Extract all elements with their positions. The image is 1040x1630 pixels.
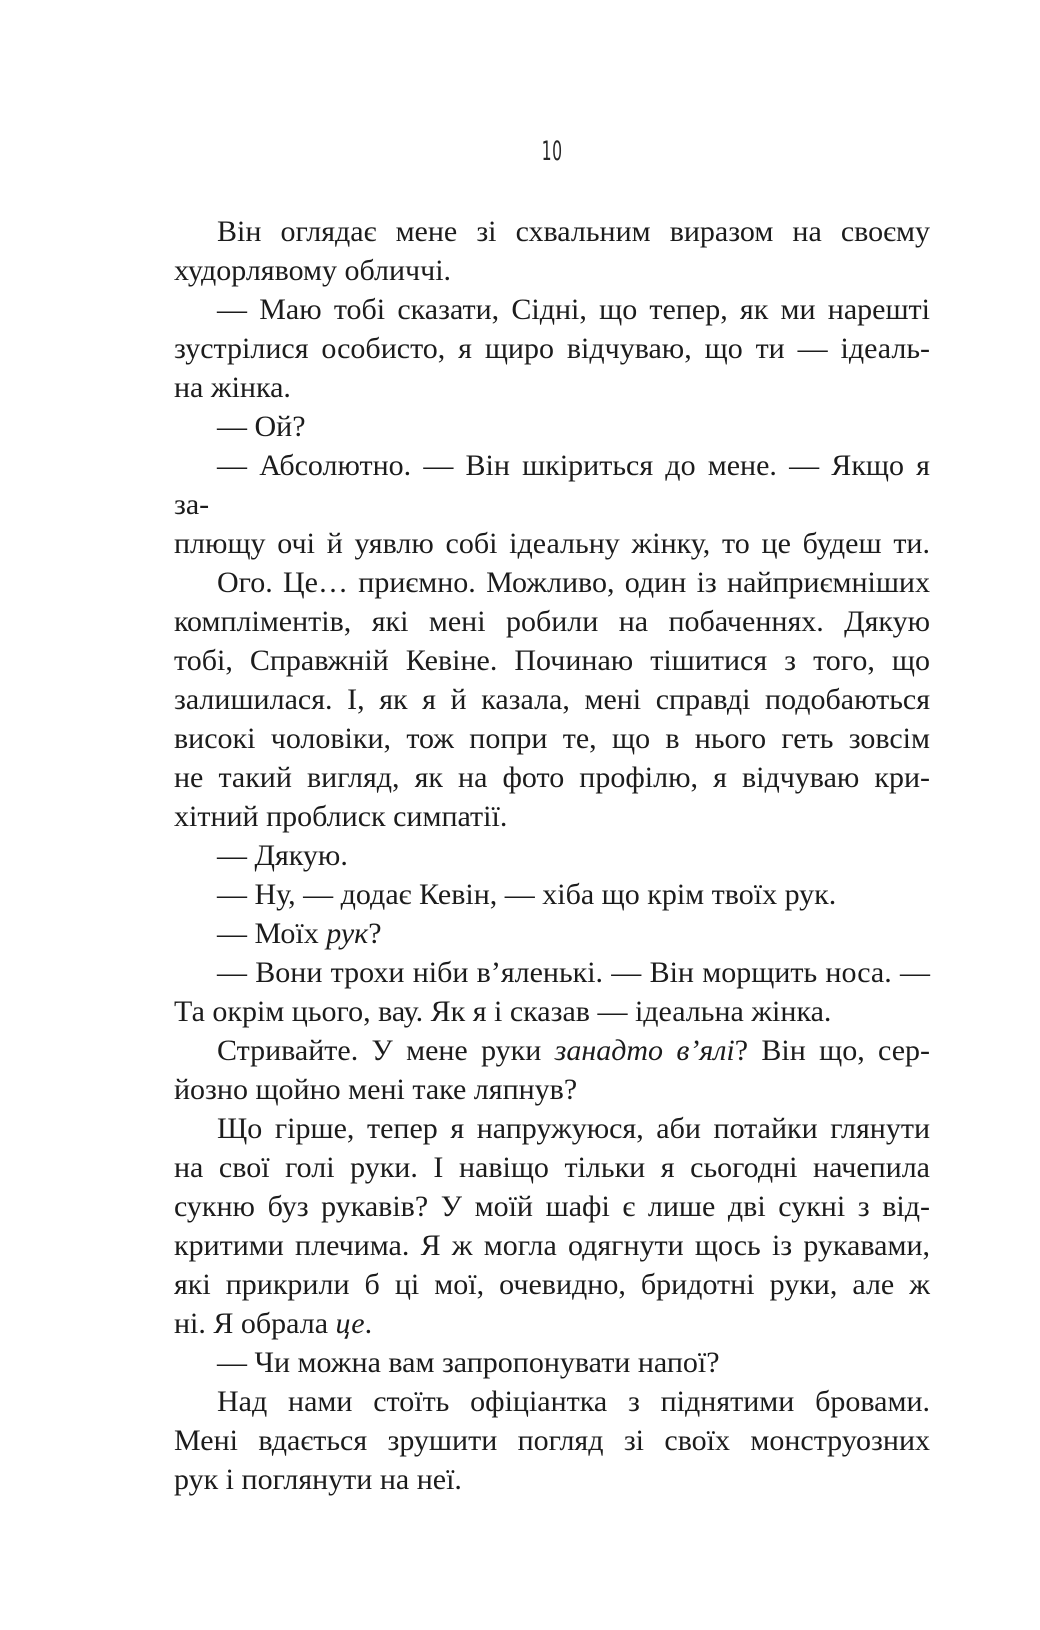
text-segment: хітний проблиск симпатії. bbox=[174, 800, 508, 833]
text-segment-italic: рук bbox=[326, 917, 369, 950]
text-segment: плющу очі й уявлю собі ідеальну жінку, то це будеш ти. bbox=[174, 527, 930, 560]
text-segment: Мені вдається зрушити погляд зі своїх монструозних bbox=[174, 1424, 930, 1457]
text-line bbox=[174, 290, 930, 329]
text-line bbox=[174, 914, 930, 953]
text-segment: Над нами стоїть офіціантка з піднятими бровами. bbox=[217, 1385, 930, 1418]
text-line bbox=[174, 524, 930, 563]
text-segment: Ого. Це… приємно. Можливо, один із найприємніших bbox=[217, 566, 930, 599]
text-segment: ? Він що, сер- bbox=[734, 1034, 930, 1067]
text-line bbox=[174, 1226, 930, 1265]
text-line bbox=[174, 1343, 930, 1382]
text-line bbox=[174, 1265, 930, 1304]
text-segment: залишилася. І, як я й казала, мені справді подобаються bbox=[174, 683, 930, 716]
text-segment: високі чоловіки, тож попри те, що в нього геть зовсім bbox=[174, 722, 930, 755]
text-segment: Стривайте. У мене руки bbox=[217, 1034, 555, 1067]
page-number bbox=[174, 138, 930, 165]
text-line bbox=[174, 602, 930, 641]
text-segment: йозно щойно мені таке ляпнув? bbox=[174, 1073, 578, 1106]
text-segment-italic: занадто в’ялі bbox=[554, 1034, 735, 1067]
text-segment: ? bbox=[368, 917, 382, 950]
text-segment: ні. Я обрала bbox=[174, 1307, 336, 1340]
text-line bbox=[174, 251, 930, 290]
text-line bbox=[174, 797, 930, 836]
text-segment: які прикрили б ці мої, очевидно, бридотні руки, але ж bbox=[174, 1268, 930, 1301]
text-segment: сукню буз рукавів? У моїй шафі є лише дві сукні з від- bbox=[174, 1190, 930, 1223]
text-line bbox=[174, 563, 930, 602]
text-line bbox=[174, 992, 930, 1031]
text-segment: . bbox=[364, 1307, 373, 1340]
text-line bbox=[174, 446, 930, 524]
text-segment: не такий вигляд, як на фото профілю, я відчуваю кри- bbox=[174, 761, 930, 794]
text-line bbox=[174, 758, 930, 797]
text-line bbox=[174, 1148, 930, 1187]
text-segment: рук і поглянути на неї. bbox=[174, 1463, 462, 1496]
text-segment: — Абсолютно. — Він шкіриться до мене. — Якщо я за- bbox=[174, 449, 930, 521]
text-segment: — Вони трохи ніби в’яленькі. — Він морщить носа. — bbox=[217, 956, 930, 989]
text-line bbox=[174, 1187, 930, 1226]
text-line bbox=[174, 1031, 930, 1070]
text-segment: на жінка. bbox=[174, 371, 291, 404]
text-segment: — Чи можна вам запропонувати напої? bbox=[217, 1346, 720, 1379]
text-line bbox=[174, 875, 930, 914]
text-segment: худорлявому обличчі. bbox=[174, 254, 452, 287]
text-segment: критими плечима. Я ж могла одягнути щось із рукавами, bbox=[174, 1229, 930, 1262]
text-line bbox=[174, 719, 930, 758]
text-line bbox=[174, 1109, 930, 1148]
text-line bbox=[174, 368, 930, 407]
text-segment-italic: це bbox=[335, 1307, 365, 1340]
text-segment: Що гірше, тепер я напружуюся, аби потайки глянути bbox=[217, 1112, 930, 1145]
page-number-value: 10 bbox=[541, 136, 563, 167]
text-line bbox=[174, 836, 930, 875]
text-segment: на свої голі руки. І навіщо тільки я сьогодні начепила bbox=[174, 1151, 930, 1184]
text-line bbox=[174, 1304, 930, 1343]
text-segment: Та окрім цього, вау. Як я і сказав — ідеальна жінка. bbox=[174, 995, 832, 1028]
text-line bbox=[174, 953, 930, 992]
text-segment: компліментів, які мені робили на побаченнях. Дякую bbox=[174, 605, 930, 638]
text-line bbox=[174, 1460, 930, 1499]
text-segment: — Ой? bbox=[217, 410, 306, 443]
text-segment: Він оглядає мене зі схвальним виразом на своєму bbox=[217, 215, 930, 248]
text-segment: — Ну, — додає Кевін, — хіба що крім твоїх рук. bbox=[217, 878, 837, 911]
text-column bbox=[174, 212, 930, 1499]
text-segment: — Дякую. bbox=[217, 839, 348, 872]
text-line bbox=[174, 212, 930, 251]
text-line bbox=[174, 1421, 930, 1460]
text-line bbox=[174, 329, 930, 368]
text-line bbox=[174, 1070, 930, 1109]
text-segment: — Моїх bbox=[217, 917, 327, 950]
text-line bbox=[174, 680, 930, 719]
text-segment: зустрілися особисто, я щиро відчуваю, що ти — ідеаль- bbox=[174, 332, 930, 365]
text-line bbox=[174, 407, 930, 446]
text-segment: тобі, Справжній Кевіне. Починаю тішитися з того, що bbox=[174, 644, 930, 677]
text-segment: — Маю тобі сказати, Сідні, що тепер, як ми нарешті bbox=[217, 293, 930, 326]
text-line bbox=[174, 641, 930, 680]
text-line bbox=[174, 1382, 930, 1421]
